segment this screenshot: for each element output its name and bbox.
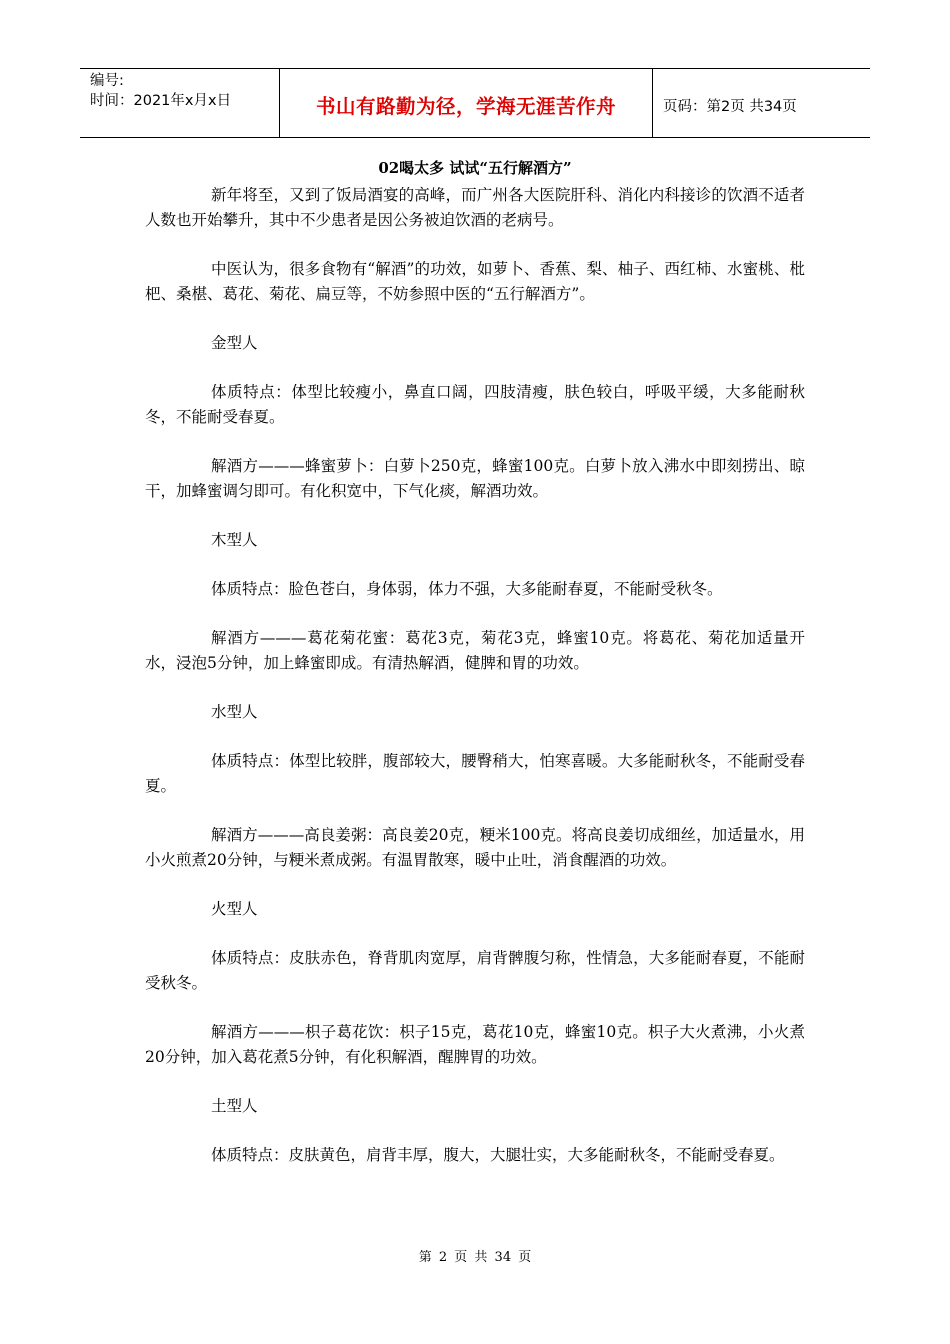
section-heading: 金型人	[211, 334, 258, 352]
header-page-info: 页码：第2页 共34页	[663, 98, 797, 115]
paragraph: 解酒方———葛花菊花蜜：葛花3克，菊花3克，蜂蜜10克。将葛花、菊花加适量开水，浸泡5分钟，加上蜂蜜即成。有清热解酒，健脾和胃的功效。	[145, 629, 805, 672]
paragraph: 体质特点：皮肤赤色，脊背肌肉宽厚，肩背髀腹匀称，性情急，大多能耐春夏，不能耐受秋冬。	[145, 949, 805, 992]
header-meta	[80, 69, 280, 137]
section-heading: 土型人	[211, 1097, 258, 1115]
paragraph: 体质特点：脸色苍白，身体弱，体力不强，大多能耐春夏，不能耐受秋冬。	[211, 580, 723, 598]
paragraph: 解酒方———枳子葛花饮：枳子15克，葛花10克，蜂蜜10克。枳子大火煮沸，小火煮20分钟，加入葛花煮5分钟，有化积解酒，醒脾胃的功效。	[145, 1023, 805, 1066]
section-heading: 水型人	[211, 703, 258, 721]
section-heading: 火型人	[211, 900, 258, 918]
paragraph: 体质特点：体型比较胖，腹部较大，腰臀稍大，怕寒喜暖。大多能耐秋冬，不能耐受春夏。	[145, 752, 805, 795]
paragraph: 解酒方———高良姜粥：高良姜20克，粳米100克。将高良姜切成细丝，加适量水，用小火煎煮20分钟，与粳米煮成粥。有温胃散寒，暖中止吐，消食醒酒的功效。	[145, 826, 805, 869]
paragraph: 中医认为，很多食物有“解酒”的功效，如萝卜、香蕉、梨、柚子、西红柿、水蜜桃、枇杷、桑椹、葛花、菊花、扁豆等，不妨参照中医的“五行解酒方”。	[145, 260, 805, 303]
document-time: 时间：2021年x月x日	[90, 93, 232, 109]
page-header	[80, 68, 870, 138]
header-motto: 书山有路勤为径，学海无涯苦作舟	[280, 69, 653, 137]
section-heading: 木型人	[211, 531, 258, 549]
paragraph: 新年将至，又到了饭局酒宴的高峰，而广州各大医院肝科、消化内科接诊的饮酒不适者人数也开始攀升，其中不少患者是因公务被迫饮酒的老病号。	[145, 186, 805, 229]
page-footer: 第 2 页 共 34 页	[418, 1250, 532, 1265]
article-body	[145, 157, 805, 1192]
paragraph: 体质特点：皮肤黄色，肩背丰厚，腹大，大腿壮实，大多能耐秋冬，不能耐受春夏。	[211, 1146, 785, 1164]
document-number: 编号:	[90, 73, 124, 89]
paragraph: 解酒方———蜂蜜萝卜：白萝卜250克，蜂蜜100克。白萝卜放入沸水中即刻捞出、晾干，加蜂蜜调匀即可。有化积宽中，下气化痰，解酒功效。	[145, 457, 805, 500]
article-title: 02喝太多 试试“五行解酒方”	[378, 159, 572, 177]
paragraph: 体质特点：体型比较瘦小，鼻直口阔，四肢清瘦，肤色较白，呼吸平缓，大多能耐秋冬，不能耐受春夏。	[145, 383, 805, 426]
